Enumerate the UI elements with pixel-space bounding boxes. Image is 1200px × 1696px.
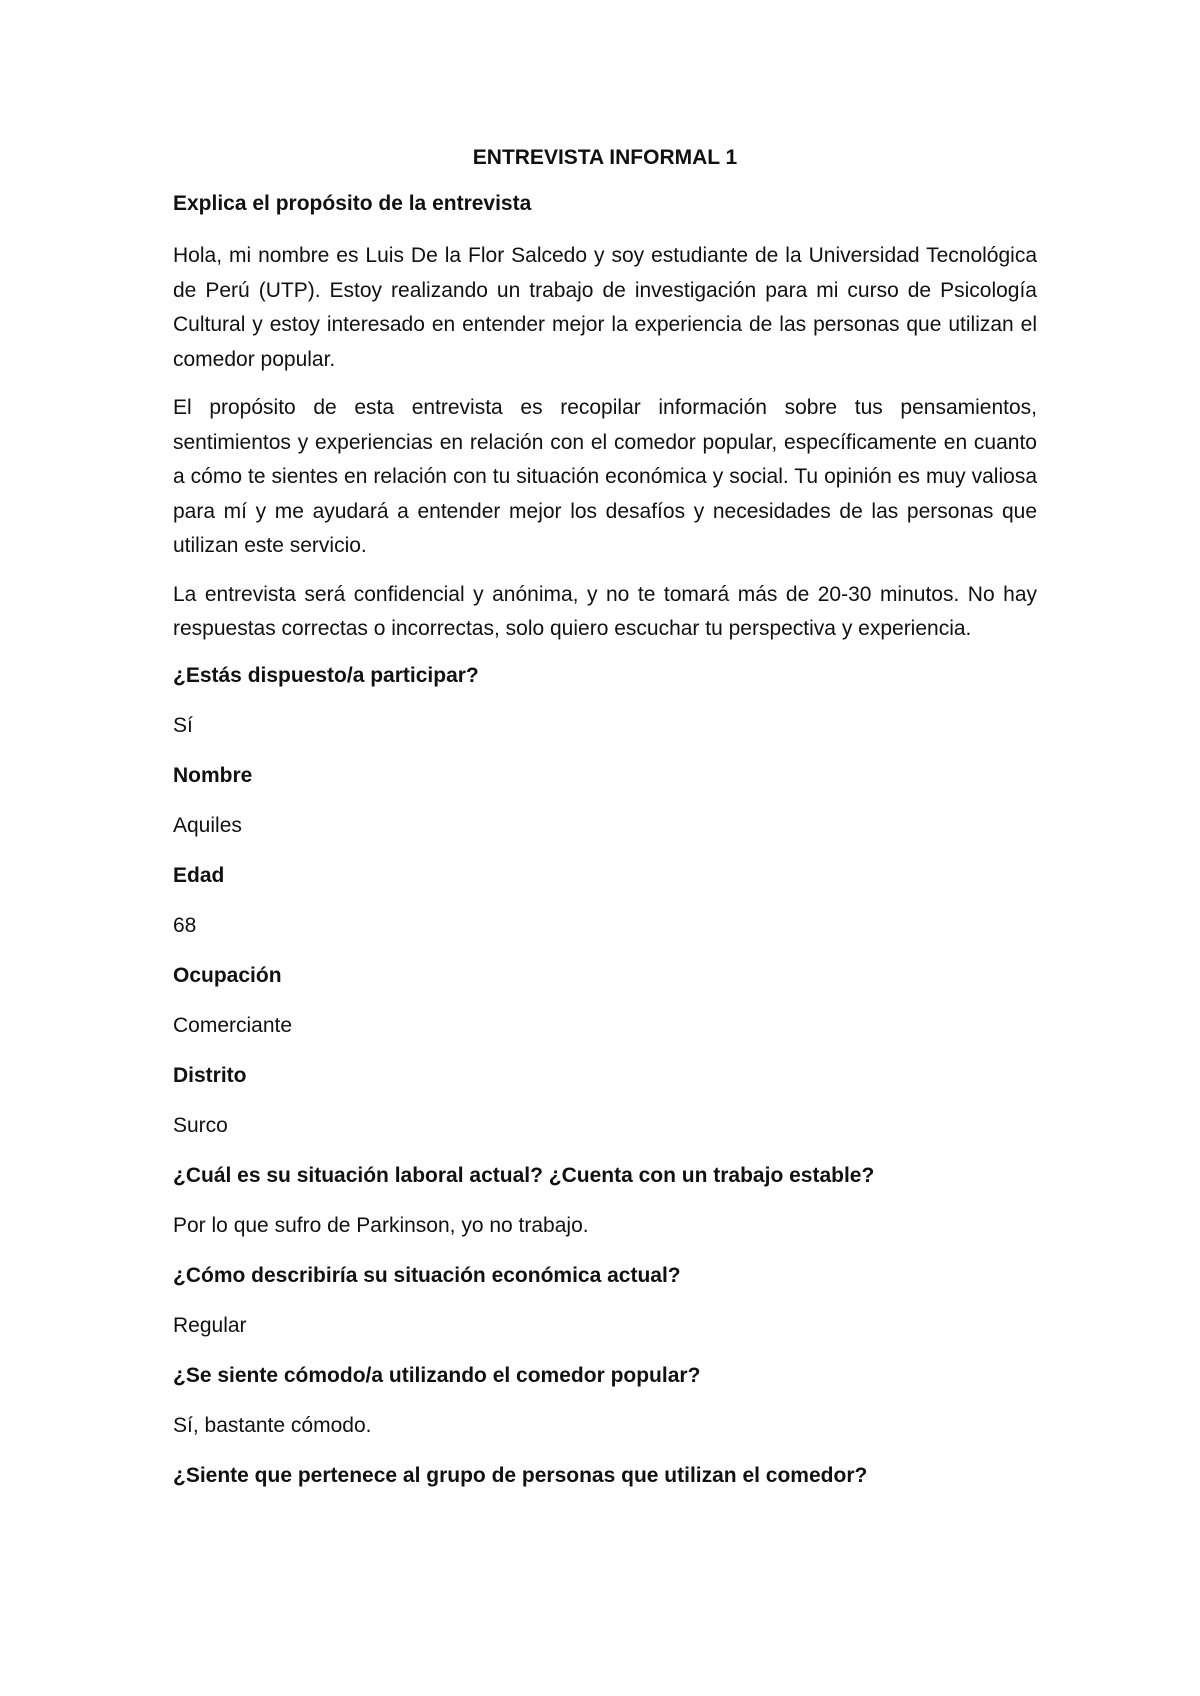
qa-item: [173, 1061, 1037, 1141]
question: Edad: [173, 863, 225, 887]
question: Nombre: [173, 763, 253, 787]
document-title: ENTREVISTA INFORMAL 1: [472, 146, 738, 169]
intro-paragraph: La entrevista será confidencial y anónima, y no te tomará más de 20-30 minutos. No hay respuestas correctas o incorrectas, solo quiero escuchar tu perspectiva y experiencia.: [173, 582, 1037, 640]
intro-paragraph: El propósito de esta entrevista es recopilar información sobre tus pensamientos, sentimientos y experiencias en relación con el comedor popular, específicamente en cuanto a cómo te sientes en relación con tu situación económica y social. Tu opinión es muy valiosa para mí y me ayudará a entender mejor los desafíos y necesidades de las personas que utilizan este servicio.: [173, 396, 1037, 557]
question: ¿Cómo describiría su situación económica actual?: [173, 1263, 681, 1287]
qa-item: [173, 661, 1037, 741]
qa-item: [173, 1261, 1037, 1341]
answer: Comerciante: [173, 1013, 293, 1037]
qa-item: [173, 1461, 1037, 1491]
intro-paragraph: Hola, mi nombre es Luis De la Flor Salcedo y soy estudiante de la Universidad Tecnológica de Perú (UTP). Estoy realizando un trabajo de investigación para mi curso de Psicología Cultural y estoy interesado en entender mejor la experiencia de las personas que utilizan el comedor popular.: [173, 244, 1037, 371]
answer: Por lo que sufro de Parkinson, yo no trabajo.: [173, 1213, 589, 1237]
answer: 68: [173, 913, 197, 937]
purpose-heading: Explica el propósito de la entrevista: [173, 192, 532, 215]
answer: Sí: [173, 713, 193, 737]
answer: Aquiles: [173, 813, 242, 837]
qa-item: [173, 961, 1037, 1041]
question: ¿Estás dispuesto/a participar?: [173, 663, 479, 687]
answer: Surco: [173, 1113, 228, 1137]
qa-item: [173, 1361, 1037, 1441]
qa-item: [173, 861, 1037, 941]
answer: Sí, bastante cómodo.: [173, 1413, 372, 1437]
answer: Regular: [173, 1313, 247, 1337]
qa-item: [173, 761, 1037, 841]
document-body: [173, 143, 1037, 1511]
question: Ocupación: [173, 963, 282, 987]
question: ¿Se siente cómodo/a utilizando el comedor popular?: [173, 1363, 701, 1387]
qa-item: [173, 1161, 1037, 1241]
question: ¿Cuál es su situación laboral actual? ¿Cuenta con un trabajo estable?: [173, 1163, 875, 1187]
question: Distrito: [173, 1063, 247, 1087]
question: ¿Siente que pertenece al grupo de personas que utilizan el comedor?: [173, 1463, 868, 1487]
